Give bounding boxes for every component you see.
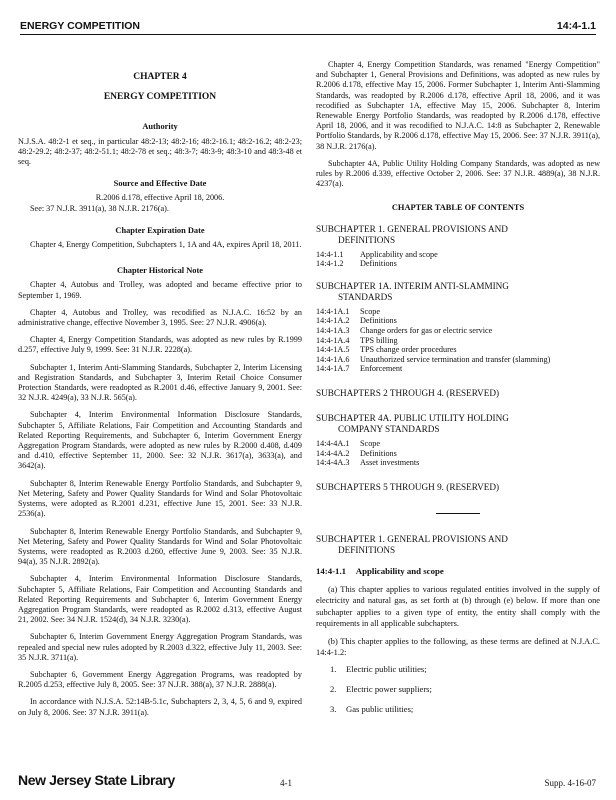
authority-heading: Authority [142,122,178,132]
header-rule [20,34,596,35]
history-paragraph: Chapter 4, Autobus and Trolley, was adopted and became effective prior to September 1, 1969. [18,280,302,300]
history-paragraph: Subchapter 4, Interim Environmental Information Disclosure Standards, Subchapter 5, Affiliate Relations, Fair Competition and Accounting Standards and Related Reporting Requirements and Subchapter 6, Interim Government Energy Aggregation Program Standards, were readopted as R.2002 d.313, effective August 21, 2002. See: 34 N.J.R. 1524(d), 34 N.J.R. 3230(a). [18,574,302,625]
running-header [20,16,596,32]
toc-subchapter-title[interactable]: SUBCHAPTER 1A. INTERIM ANTI-SLAMMING STANDARDS [316,280,509,302]
right-column [316,60,600,724]
library-watermark: New Jersey State Library [18,772,175,788]
history-paragraph: Subchapter 6, Interim Government Energy Aggregation Program Standards, was repealed and special new rules adopted by R.2003 d.322, effective July 11, 2003. See: 35 N.J.R. 3711(a). [18,632,302,662]
toc-entry[interactable]: 14:4-1A.3 Change orders for gas or electric service [316,326,493,336]
toc-entry[interactable]: 14:4-1.2 Definitions [316,259,397,269]
toc-entry[interactable]: 14:4-1.1 Applicability and scope [316,249,438,259]
toc-entry[interactable]: 14:4-1A.6 Unauthorized service termination and transfer (slamming) [316,354,551,364]
source-line-2: See: 37 N.J.R. 3911(a), 38 N.J.R. 2176(a). [30,203,169,213]
expiration-heading: Chapter Expiration Date [115,225,205,235]
toc-entry[interactable]: 14:4-4A.3 Asset investments [316,458,420,468]
left-column [18,60,302,725]
history-paragraph: Subchapter 8, Interim Renewable Energy Portfolio Standards, and Subchapter 9, Net Metering, Safety and Power Quality Standards for Wind and Solar Photovoltaic Systems, were readopted as R.2003 d.260, effective June 9, 2003. See: 35 N.J.R. 94(a), 35 N.J.R. 2892(a). [18,526,302,567]
history-paragraph: Subchapter 8, Interim Renewable Energy Portfolio Standards, and Subchapter 9, Net Metering, Safety and Power Quality Standards for Wind and Solar Photovoltaic Systems, were adopted as R.2001 d.231, effective June 15, 2001. See: 33 N.J.R. 2536(a). [18,478,302,519]
toc-entry[interactable]: 14:4-1A.4 TPS billing [316,335,398,345]
list-item: 2. Electric power suppliers; [330,684,432,695]
toc-entry[interactable]: 14:4-4A.1 Scope [316,438,381,448]
toc-heading: CHAPTER TABLE OF CONTENTS [391,203,525,213]
page-footer [18,768,596,788]
page-number: 4-1 [280,778,292,788]
section-heading [316,566,600,576]
section-paragraph-b: (b) This chapter applies to the following, as these terms are defined at N.J.A.C. 14:4-1.2: [316,636,600,657]
toc-subchapter-title[interactable]: SUBCHAPTER 4A. PUBLIC UTILITY HOLDING COMPANY STANDARDS [316,412,509,434]
subchapter-1-title: SUBCHAPTER 1. GENERAL PROVISIONS AND DEFINITIONS [316,533,508,555]
history-paragraph: Subchapter 1, Interim Anti-Slamming Standards, Subchapter 2, Interim Licensing and Registration Standards, and Subchapter 3, Interim Retail Choice Consumer Protection Standards, were readopted as R.2001 d.46, effective January 9, 2001. See: 32 N.J.R. 4249(a), 33 N.J.R. 565(a). [18,362,302,403]
section-divider [436,513,480,514]
authority-text: N.J.S.A. 48:2-1 et seq., in particular 48:2-13; 48:2-16; 48:2-16.1; 48:2-16.2; 48:2-23; 48:2-29.2; 48:2-37; 48:2-51.1; 48:2-78 et seq.; 48:3-7; 48:3-9; 48:3-10 and 48:3-48 et seq. [18,136,302,167]
toc-subchapter-title[interactable]: SUBCHAPTER 1. GENERAL PROVISIONS AND DEFINITIONS [316,223,508,245]
header-chapter-title: ENERGY COMPETITION [20,20,140,32]
supplement-date: Supp. 4-16-07 [544,778,596,788]
section-number: 14:4-1.1 [316,565,347,576]
toc-subchapter-title[interactable]: SUBCHAPTERS 5 THROUGH 9. (RESERVED) [316,481,500,492]
list-item: 1. Electric public utilities; [330,664,427,675]
source-heading: Source and Effective Date [113,179,207,189]
source-line-1: R.2006 d.178, effective April 18, 2006. [95,193,225,203]
expiration-text: Chapter 4, Energy Competition, Subchapters 1, 1A and 4A, expires April 18, 2011. [30,240,302,250]
history-paragraph: In accordance with N.J.S.A. 52:14B-5.1c, Subchapters 2, 3, 4, 5, 6 and 9, expired on July 8, 2006. See: 37 N.J.R. 3911(a). [18,697,302,717]
chapter-title: ENERGY COMPETITION [103,92,217,103]
toc [316,224,600,493]
history-heading: Chapter Historical Note [117,266,203,276]
history-paragraph: Chapter 4, Energy Competition Standards, was renamed "Energy Competition" and Subchapter 1, General Provisions and Definitions, was adopted as new rules by R.2006 d.178, effective May 15, 2006. Former Subchapter 1, Interim Anti-Slamming Standards, was readopted by R.2006 d.178, effective April 18, 2006, and it was recodified as Subchapter 1A, effective May 15, 2006. Subchapter 8, Interim Renewable Energy Portfolio Standards, was readopted by R.2006 d.178, effective April 18, 2006, and it was recodified to N.J.A.C. 14:8 as Subchapter 2, Renewable Portfolio Standards, by R.2006 d.178, effective May 15, 2006. See: 37 N.J.R. 3911(a), 38 N.J.R. 2176(a). [316,60,600,151]
toc-entry[interactable]: 14:4-1A.7 Enforcement [316,364,403,374]
toc-subchapter-title[interactable]: SUBCHAPTERS 2 THROUGH 4. (RESERVED) [316,387,500,398]
list-item: 3. Gas public utilities; [330,704,414,715]
toc-entry[interactable]: 14:4-1A.1 Scope [316,306,381,316]
history-paragraph: Subchapter 4A, Public Utility Holding Company Standards, was adopted as new rules by R.2006 d.339, effective October 2, 2006. See: 37 N.J.R. 4889(a), 38 N.J.R. 4237(a). [316,158,600,189]
section-title: Applicability and scope [355,565,444,576]
header-section-number: 14:4-1.1 [556,20,596,32]
section-paragraph-a: (a) This chapter applies to various regulated entities involved in the supply of electricity and natural gas, as set forth at (b) through (e) below. If more than one subchapter applies to a given type of entity, the entity shall comply with the requirements in all applicable subchapters. [316,584,600,629]
toc-entry[interactable]: 14:4-1A.2 Definitions [316,316,397,326]
history-paragraph: Subchapter 6, Government Energy Aggregation Programs, was readopted by R.2005 d.253, effective July 8, 2005. See: 37 N.J.R. 388(a), 37 N.J.R. 2888(a). [18,669,302,690]
history-paragraph: Chapter 4, Autobus and Trolley, was recodified as N.J.A.C. 16:52 by an administrative change, effective November 3, 1995. See: 27 N.J.R. 4906(a). [18,307,302,328]
history-paragraph: Subchapter 4, Interim Environmental Information Disclosure Standards, Subchapter 5, Affiliate Relations, Fair Competition and Accounting Standards and Related Reporting Requirements, and Subchapter 6, Interim Government Energy Aggregation Program Standards, were adopted as new rules by R.2000 d.408, d.409 and d.410, effective September 11, 2000. See: 32 N.J.R. 3617(a), 3633(a), and 3642(a). [18,410,302,471]
history-paragraph: Chapter 4, Energy Competition Standards, was adopted as new rules by R.1999 d.257, effective July 9, 1999. See: 31 N.J.R. 2228(a). [18,335,302,355]
chapter-number: CHAPTER 4 [133,72,187,82]
toc-entry[interactable]: 14:4-4A.2 Definitions [316,448,397,458]
toc-entry[interactable]: 14:4-1A.5 TPS change order procedures [316,345,457,355]
